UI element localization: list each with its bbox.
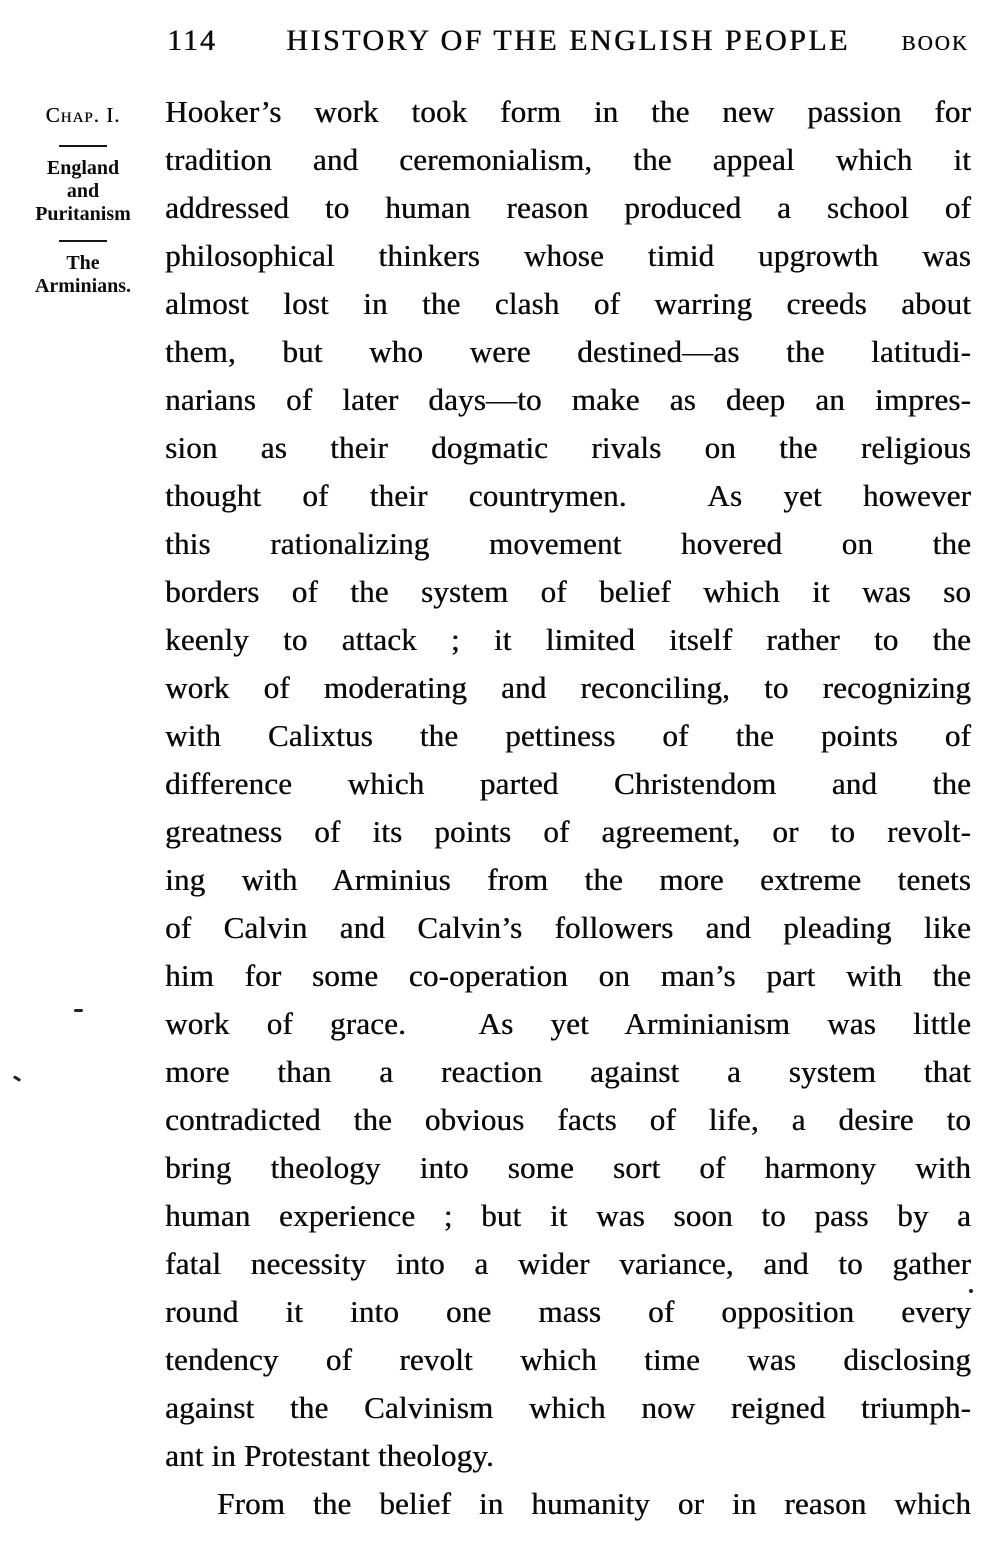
- text-line: bring theology into some sort of harmony with: [165, 1150, 971, 1185]
- margin-note-subject: [8, 157, 158, 226]
- text-line: this rationalizing movement hovered on the: [165, 526, 971, 561]
- text-line: ing with Arminius from the more extreme tenets: [165, 862, 971, 897]
- text-line: them, but who were destined—as the latitudi-: [165, 334, 971, 369]
- text-line: philosophical thinkers whose timid upgrowth was: [165, 238, 971, 273]
- text-line: human experience ; but it was soon to pass by a: [165, 1198, 971, 1233]
- text-line: keenly to attack ; it limited itself rather to the: [165, 622, 971, 657]
- margin-rule: [59, 145, 107, 147]
- text-line: Hooker’s work took form in the new passion for: [165, 94, 971, 129]
- margin-note-topic: [8, 252, 158, 298]
- text-line: greatness of its points of agreement, or to revolt-: [165, 814, 971, 849]
- text-line: From the belief in humanity or in reason which: [217, 1486, 971, 1521]
- text-line: against the Calvinism which now reigned triumph-: [165, 1390, 971, 1425]
- text-line: addressed to human reason produced a school of: [165, 190, 971, 225]
- book-section-label: BOOK: [901, 31, 969, 55]
- text-line: work of moderating and reconciling, to recognizing: [165, 670, 971, 705]
- text-line: of Calvin and Calvin’s followers and pleading like: [165, 910, 971, 945]
- scan-speck: [969, 1289, 973, 1293]
- text-line: borders of the system of belief which it was so: [165, 574, 971, 609]
- body-text: [165, 88, 971, 1528]
- text-line: narians of later days—to make as deep an impres-: [165, 382, 971, 417]
- text-line: ant in Protestant theology.: [165, 1438, 494, 1473]
- scan-speck: [74, 1009, 83, 1012]
- text-line: him for some co-operation on man’s part with the: [165, 958, 971, 993]
- running-title: HISTORY OF THE ENGLISH PEOPLE: [286, 24, 850, 57]
- margin-note-line: and: [66, 180, 100, 202]
- text-line: thought of their countrymen. As yet however: [165, 478, 971, 513]
- page-number: 114: [167, 24, 217, 57]
- text-line: almost lost in the clash of warring creeds about: [165, 286, 971, 321]
- text-line: with Calixtus the pettiness of the points of: [165, 718, 971, 753]
- margin-note-line: Arminians.: [34, 275, 132, 297]
- margin-rule: [59, 240, 107, 242]
- margin-notes-column: [8, 0, 158, 1541]
- margin-note-line: Puritanism: [35, 203, 131, 225]
- text-line: more than a reaction against a system that: [165, 1054, 971, 1089]
- text-line: contradicted the obvious facts of life, a desire to: [165, 1102, 971, 1137]
- text-line: tendency of revolt which time was disclosing: [165, 1342, 971, 1377]
- text-line: fatal necessity into a wider variance, and to gather: [165, 1246, 971, 1281]
- text-line: sion as their dogmatic rivals on the religious: [165, 430, 971, 465]
- chapter-label: Chap. I.: [45, 103, 121, 127]
- text-line: work of grace. As yet Arminianism was little: [165, 1006, 971, 1041]
- text-line: difference which parted Christendom and the: [165, 766, 971, 801]
- text-line: round it into one mass of opposition every: [165, 1294, 971, 1329]
- text-line: tradition and ceremonialism, the appeal which it: [165, 142, 971, 177]
- margin-note-line: The: [66, 252, 100, 274]
- margin-note-line: England: [46, 157, 120, 179]
- running-header: [165, 22, 971, 60]
